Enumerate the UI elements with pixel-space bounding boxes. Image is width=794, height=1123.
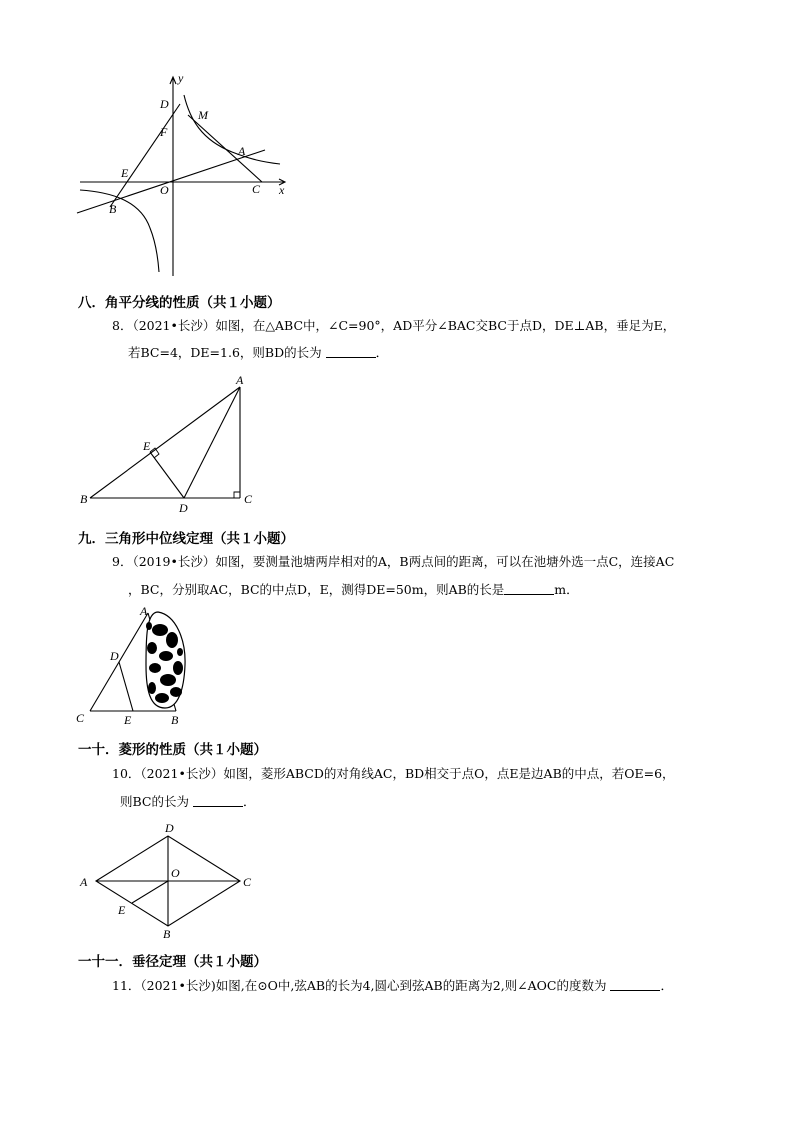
label-B: B — [80, 492, 88, 506]
label-B: B — [163, 927, 171, 941]
question-11 — [112, 972, 673, 999]
label-B: B — [109, 202, 117, 216]
label-C: C — [252, 182, 261, 196]
label-C: C — [243, 875, 252, 889]
question-9-line2: ，BC，分别取AC，BC的中点D，E，测得DE=50m，则AB的长是 — [128, 582, 505, 597]
answer-blank-8[interactable] — [326, 345, 376, 358]
question-8-line2: 若BC=4，DE=1.6，则BD的长为 — [128, 345, 322, 360]
question-11-number: 11．（2021•长沙) — [112, 978, 216, 993]
label-E: E — [118, 903, 126, 917]
label-A: A — [238, 144, 246, 158]
answer-blank-9[interactable] — [504, 582, 554, 595]
question-8-line1: 如图，在△ABC中，∠C=90°，AD平分∠BAC交BC于点D，DE⊥AB，垂足为E， — [215, 318, 676, 333]
label-O: O — [171, 866, 180, 880]
section-9-heading: 九．三角形中位线定理（共１小题） — [78, 531, 294, 547]
question-9-line2-wrap — [128, 576, 579, 603]
section-11-heading: 一十一．垂径定理（共１小题） — [78, 954, 267, 970]
question-11-end: ． — [660, 978, 673, 993]
label-x: x — [279, 183, 285, 197]
question-8 — [112, 312, 675, 339]
rhombus-figure-10 — [76, 817, 266, 942]
label-A: A — [236, 373, 244, 387]
label-A: A — [80, 875, 88, 889]
question-9-number: 9．（2019•长沙） — [112, 554, 216, 569]
label-E: E — [124, 713, 132, 727]
label-C: C — [76, 711, 85, 725]
pond-figure-9 — [72, 602, 202, 727]
question-11-line1: 如图,在⊙O中,弦AB的长为4,圆心到弦AB的距离为2,则∠AOC的度数为 — [215, 978, 607, 993]
label-E: E — [143, 439, 151, 453]
question-9-line1: 如图，要测量池塘两岸相对的A，B两点间的距离，可以在池塘外选一点C，连接AC — [215, 554, 675, 569]
question-10-line2-wrap — [120, 788, 255, 815]
question-10-line1: 如图，菱形ABCD的对角线AC，BD相交于点O，点E是边AB的中点，若OE=6， — [223, 766, 675, 781]
label-A: A — [140, 604, 148, 618]
label-D: D — [179, 501, 188, 515]
triangle-figure-8 — [76, 372, 266, 515]
question-10-line2: 则BC的长为 — [120, 794, 189, 809]
question-10 — [112, 760, 675, 787]
label-D: D — [110, 649, 119, 663]
label-M: M — [198, 108, 208, 122]
label-y: y — [178, 71, 184, 85]
label-D: D — [165, 821, 174, 835]
line-DE — [110, 104, 180, 207]
coordinate-figure — [76, 72, 296, 287]
label-B: B — [171, 713, 179, 727]
section-10-heading: 一十．菱形的性质（共１小题） — [78, 742, 267, 758]
label-F: F — [160, 125, 168, 139]
section-8-heading: 八．角平分线的性质（共１小题） — [78, 295, 281, 311]
label-O: O — [160, 183, 169, 197]
question-8-end: ． — [375, 345, 389, 360]
label-C: C — [244, 492, 253, 506]
question-9 — [112, 548, 674, 575]
question-9-end: m． — [554, 582, 579, 597]
hyperbola-branch-right — [184, 95, 280, 164]
question-10-end: ． — [242, 794, 256, 809]
answer-blank-11[interactable] — [610, 978, 660, 991]
question-8-number: 8．（2021•长沙） — [112, 318, 216, 333]
question-8-line2-wrap — [128, 339, 388, 366]
answer-blank-10[interactable] — [193, 794, 243, 807]
label-D: D — [160, 97, 169, 111]
question-10-number: 10．（2021•长沙） — [112, 766, 224, 781]
hyperbola-branch-left — [80, 190, 159, 272]
label-E: E — [121, 166, 129, 180]
